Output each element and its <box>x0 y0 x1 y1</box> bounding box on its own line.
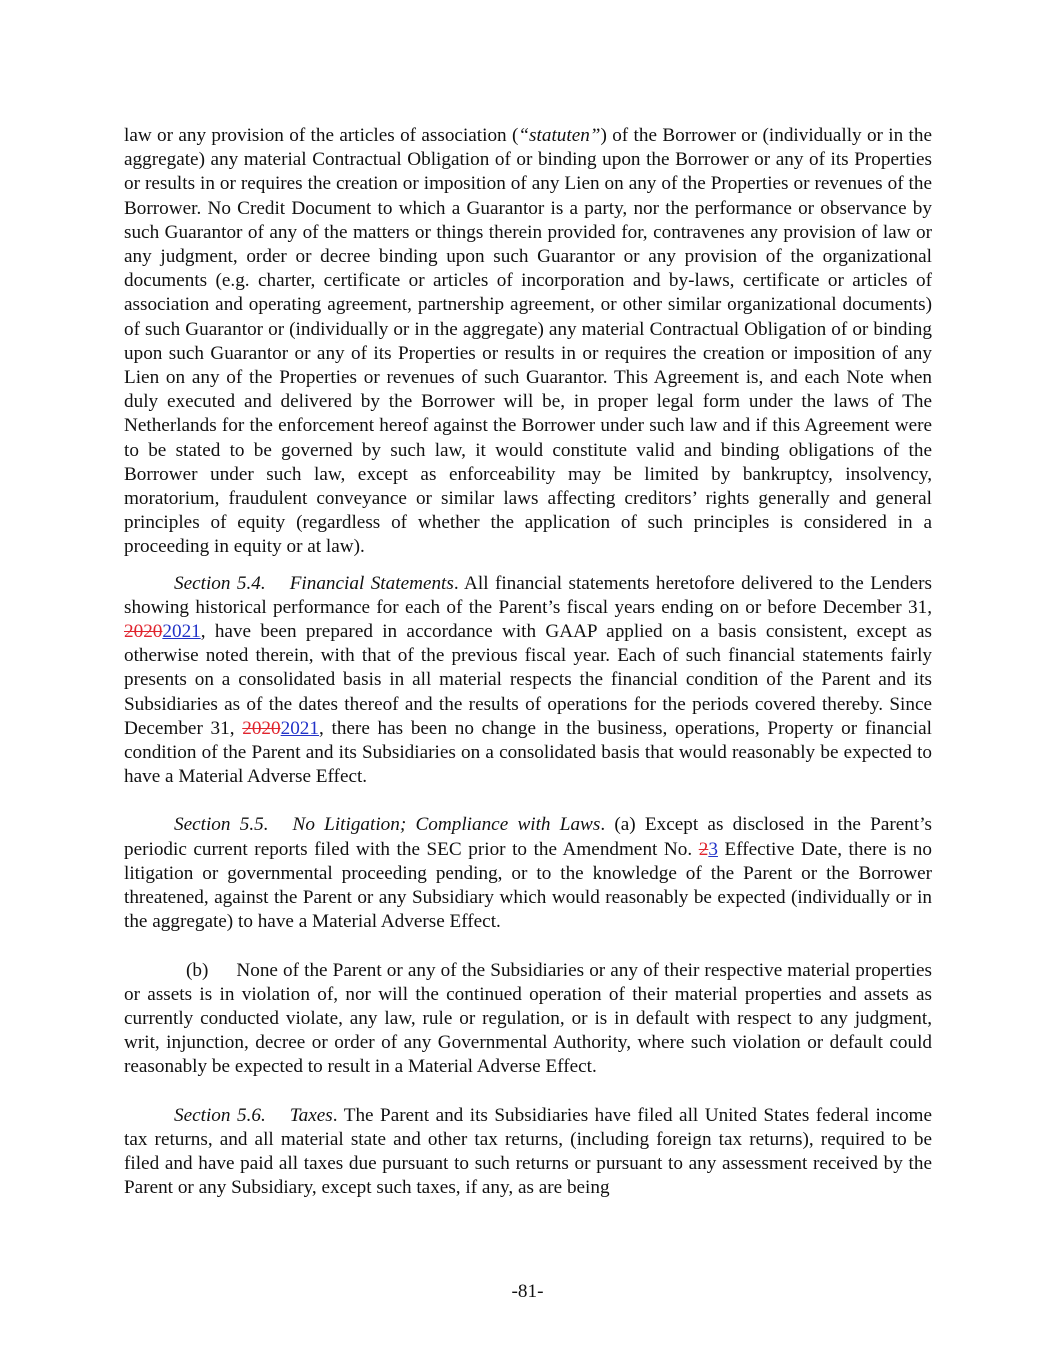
section-5-5-b <box>124 959 932 1080</box>
section-title: Financial Statements <box>289 572 454 594</box>
text-run: Effective Date, there is no litigation or governmental proceeding pending, or to the knowledge of the Parent or the Borrower threatened, against the Parent or any Subsidiary which would reasonably be expected (individually or in the aggregate) to have a Material Adverse Effect. <box>124 838 932 933</box>
text-run: law or any provision of the articles of association ( <box>124 125 519 146</box>
section-number: Section 5.4. <box>174 572 266 594</box>
text-run: . All financial statements heretofore delivered to the Lenders showing historical performance for each of the Parent’s fiscal years ending on or before December 31, <box>124 572 932 618</box>
clause-label: (b) <box>186 959 209 981</box>
text-run: None of the Parent or any of the Subsidiaries or any of their respective material properties or assets is in violation of, nor will the continued operation of their material properties and assets as currently conducted violate, any law, rule or regulation, or is in default with respect to any judgment, writ, injunction, decree or order of any Governmental Authority, where such violation or default could reasonably be expected to result in a Material Adverse Effect. <box>124 959 932 1078</box>
section-5-4 <box>124 572 932 790</box>
paragraph-continuation <box>124 124 932 560</box>
text-run: , there has been no change in the business, operations, Property or financial condition of the Parent and its Subsidiaries on a consolidated basis that would reasonably be expected to have a Material Adverse Effect. <box>124 717 932 788</box>
text-run: , have been prepared in accordance with GAAP applied on a basis consistent, except as otherwise noted therein, with that of the previous fiscal year. Each of such financial statements fairly presents on a consolidated basis in all material respects the financial condition of the Parent and its Subsidiaries as of the dates thereof and the results of operations for the periods covered thereby. Since December 31, <box>124 621 932 739</box>
section-5-6 <box>124 1104 932 1201</box>
section-title: Taxes <box>289 1104 333 1126</box>
page-body <box>124 124 932 1200</box>
section-number: Section 5.6. <box>174 1104 266 1126</box>
deleted-text: 2 <box>698 838 709 860</box>
statuten-term: “statuten” <box>518 125 601 146</box>
section-number: Section 5.5. <box>174 814 269 836</box>
section-5-5 <box>124 813 932 934</box>
deleted-text: 2020 <box>242 717 281 739</box>
text-run: . (a) Except as disclosed in the Parent’s periodic current reports filed with the SEC prior to the Amendment No. <box>124 814 932 860</box>
section-title: No Litigation; Compliance with Laws <box>292 814 601 836</box>
deleted-text: 2020 <box>124 621 163 643</box>
text-run: . The Parent and its Subsidiaries have filed all United States federal income tax returns, and all material state and other tax returns, (including foreign tax returns), required to be filed and have paid all taxes due pursuant to such returns or pursuant to any assessment received by the Parent or any Subsidiary, except such taxes, if any, as are being <box>124 1104 932 1199</box>
inserted-text: 2021 <box>280 717 319 739</box>
inserted-text: 3 <box>708 838 718 860</box>
page-number: -81- <box>511 1281 544 1302</box>
text-run: ) of the Borrower or (individually or in the aggregate) any material Contractual Obligation of or binding upon the Borrower or any of its Properties or results in or requires the creation or imposition of any Lien on any of the Properties or revenues of the Borrower. No Credit Document to which a Guarantor is a party, nor the performance or observance by such Guarantor of any of the matters or things therein provided for, contravenes any provision of law or any judgment, order or decree binding upon such Guarantor or any provision of the organizational documents (e.g. charter, certificate or articles of incorporation and by-laws, certificate or articles of association and operating agreement, partnership agreement, or other similar organizational documents) of such Guarantor or (individually or in the aggregate) any material Contractual Obligation of or binding upon such Guarantor or any of its Properties or results in or requires the creation or imposition of any Lien on any of the Properties or revenues of such Guarantor. This Agreement is, and each Note when duly executed and delivered by the Borrower will be, in proper legal form under the laws of The Netherlands for the enforcement hereof against the Borrower under such law and if this Agreement were to be stated to be governed by such law, it would constitute valid and binding obligations of the Borrower under such law, except as enforceability may be limited by bankruptcy, insolvency, moratorium, fraudulent conveyance or similar laws affecting creditors’ rights generally and general principles of equity (regardless of whether the application of such principles is considered in a proceeding in equity or at law). <box>124 125 932 558</box>
inserted-text: 2021 <box>162 621 201 643</box>
